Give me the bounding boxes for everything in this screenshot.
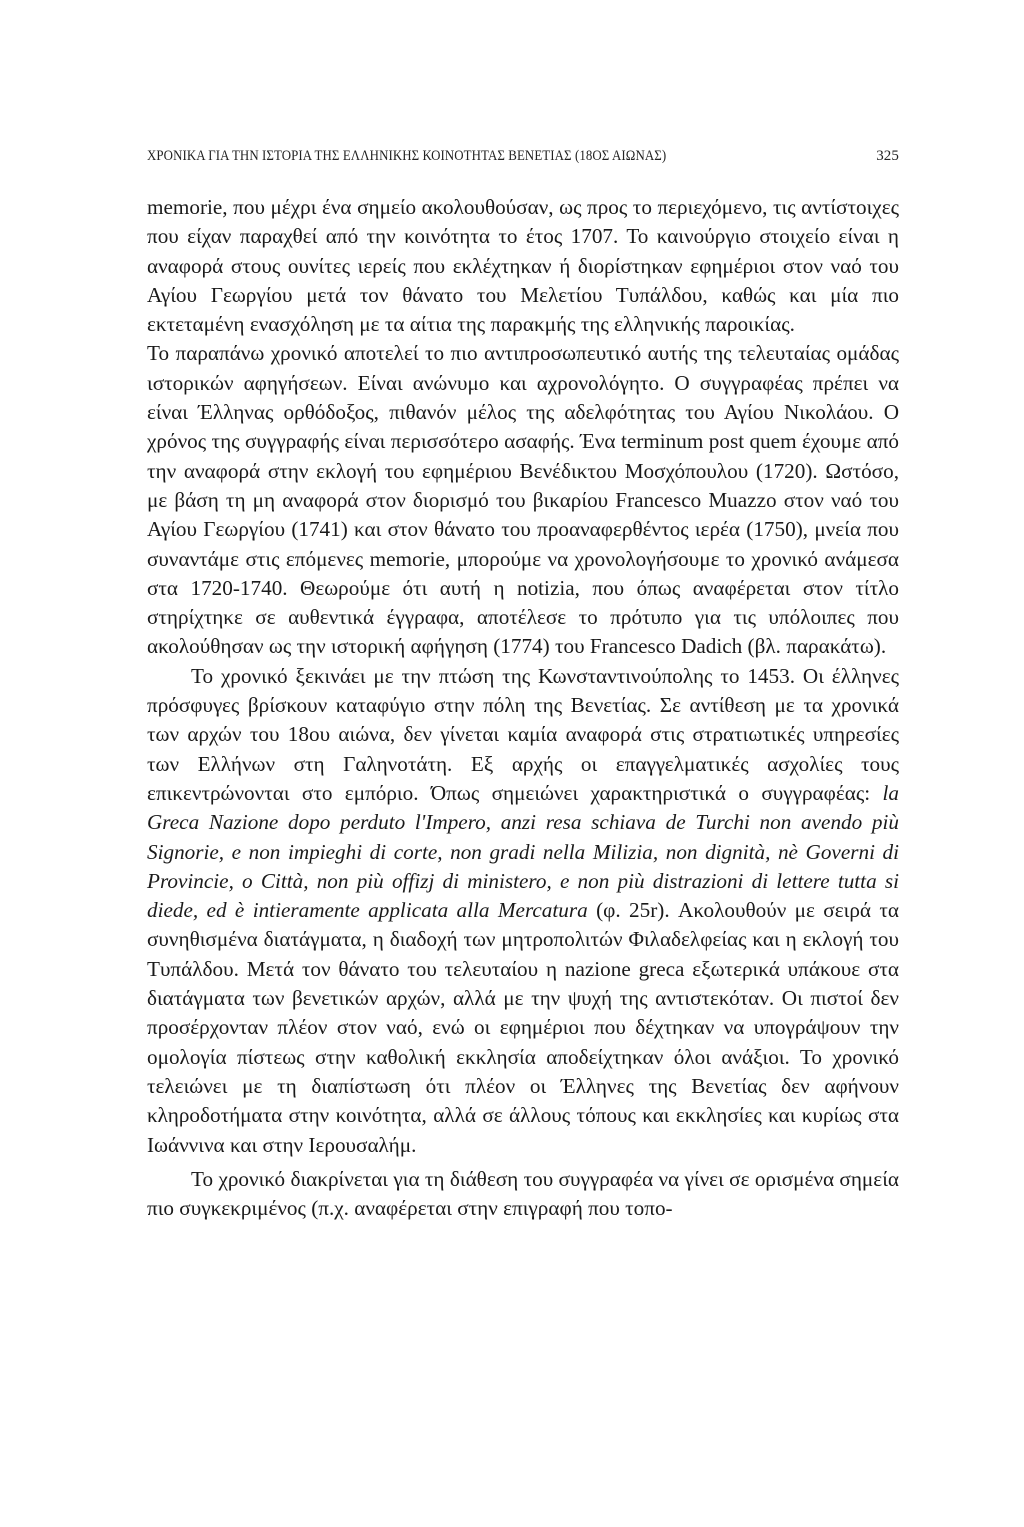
paragraph-text: (φ. 25r). Ακολουθούν με σειρά τα συνηθισμένα διατάγματα, η διαδοχή των μητροπολιτών Φιλαδελφείας και η εκλογή του Τυπάλδου. Μετά τον θάνατο του τελευταίου η nazione greca εξωτερικά υπάκουε στα διατάγματα των βενετικών αρχών, αλλά με την ψυχή της αντιστεκόταν. Οι πιστοί δεν προσέρχονταν πλέον στον ναό, ενώ οι εφημέριοι που δέχτηκαν να υπογράψουν την ομολογία πίστεως στην καθολική εκκλησία αποδείχτηκαν όλοι ανάξιοι. Το χρονικό τελειώνει με τη διαπίστωση ότι πλέον οι Έλληνες της Βενετίας δεν αφήνουν κληροδοτήματα στην κοινότητα, αλλά σε άλλους τόπους και εκκλησίες και κυρίως στα Ιωάννινα και στην Ιερουσαλήμ. — [147, 898, 899, 1157]
paragraph-text: memorie, που μέχρι ένα σημείο ακολουθούσαν, ως προς το περιεχόμενο, τις αντίστοιχες που είχαν παραχθεί από την κοινότητα το έτος 1707. Το καινούργιο στοιχείο είναι η αναφορά στους ουνίτες ιερείς που εκλέχτηκαν ή διορίστηκαν εφημέριοι στον ναό του Αγίου Γεωργίου μετά τον θάνατο του Μελετίου Τυπάλδου, καθώς και μία πιο εκτεταμένη ενασχόληση με τα αίτια της παρακμής της ελληνικής παροικίας. — [147, 195, 899, 337]
paragraph-text: Το χρονικό ξεκινάει με την πτώση της Κωνσταντινούπολης το 1453. Οι έλληνες πρόσφυγες βρίσκουν καταφύγιο στην πόλη της Βενετίας. Σε αντίθεση με τα χρονικά των αρχών του 18ου αιώνα, δεν γίνεται καμία αναφορά στις στρατιωτικές υπηρεσίες των Ελλήνων στη Γαληνοτάτη. Εξ αρχής οι επαγγελματικές ασχολίες τους επικεντρώνονται στο εμπόριο. Όπως σημειώνει χαρακτηριστικά ο συγγραφέας: — [147, 663, 899, 805]
page — [147, 148, 899, 1223]
paragraph-4 — [147, 1165, 899, 1224]
paragraph-1 — [147, 193, 899, 339]
italic-quotation: la Greca Nazione dopo perduto l'Impero, anzi resa schiava de Turchi non avendo più Signorie, e non impieghi di corte, non gradi nella Milizia, non dignità, nè Governi di Provincie, o Città, non più offizj di ministero, e non più distrazioni di lettere tutta si diede, ed è intieramente applicata alla Mercatura — [147, 780, 899, 923]
paragraph-text: Το χρονικό διακρίνεται για τη διάθεση του συγγραφέα να γίνει σε ορισμένα σημεία πιο συγκεκριμένος (π.χ. αναφέρεται στην επιγραφή που τοπο- — [147, 1166, 899, 1221]
paragraph-2 — [147, 339, 899, 661]
page-number: 325 — [876, 148, 899, 164]
paragraph-3 — [147, 662, 899, 1160]
running-header — [147, 148, 899, 165]
paragraph-text: Το παραπάνω χρονικό αποτελεί το πιο αντιπροσωπευτικό αυτής της τελευταίας ομάδας ιστορικών αφηγήσεων. Είναι ανώνυμο και αχρονολόγητο. Ο συγγραφέας πρέπει να είναι Έλληνας ορθόδοξος, πιθανόν μέλος της αδελφότητας του Αγίου Νικολάου. Ο χρόνος της συγγραφής είναι περισσότερο ασαφής. Ένα terminum post quem έχουμε από την αναφορά στην εκλογή του εφημέριου Βενέδικτου Μοσχόπουλου (1720). Ωστόσο, με βάση τη μη αναφορά στον διορισμό του βικαρίου Francesco Muazzo στον ναό του Αγίου Γεωργίου (1741) και στον θάνατο του προαναφερθέντος ιερέα (1750), μνεία που συναντάμε στις επόμενες memorie, μπορούμε να χρονολογήσουμε το χρονικό ανάμεσα στα 1720-1740. Θεωρούμε ότι αυτή η notizia, που όπως αναφέρεται στον τίτλο στηρίχτηκε σε αυθεντικά έγγραφα, αποτέλεσε το πρότυπο για τις υπόλοιπες που ακολούθησαν ως την ιστορική αφήγηση (1774) του Francesco Dadich (βλ. παρακάτω). — [147, 341, 899, 659]
body-text — [147, 193, 899, 1223]
running-title: ΧΡΟΝΙΚΑ ΓΙΑ ΤΗΝ ΙΣΤΟΡΙΑ ΤΗΣ ΕΛΛΗΝΙΚΗΣ ΚΟΙΝΟΤΗΤΑΣ ΒΕΝΕΤΙΑΣ (18ΟΣ ΑΙΩΝΑΣ) — [147, 148, 667, 164]
